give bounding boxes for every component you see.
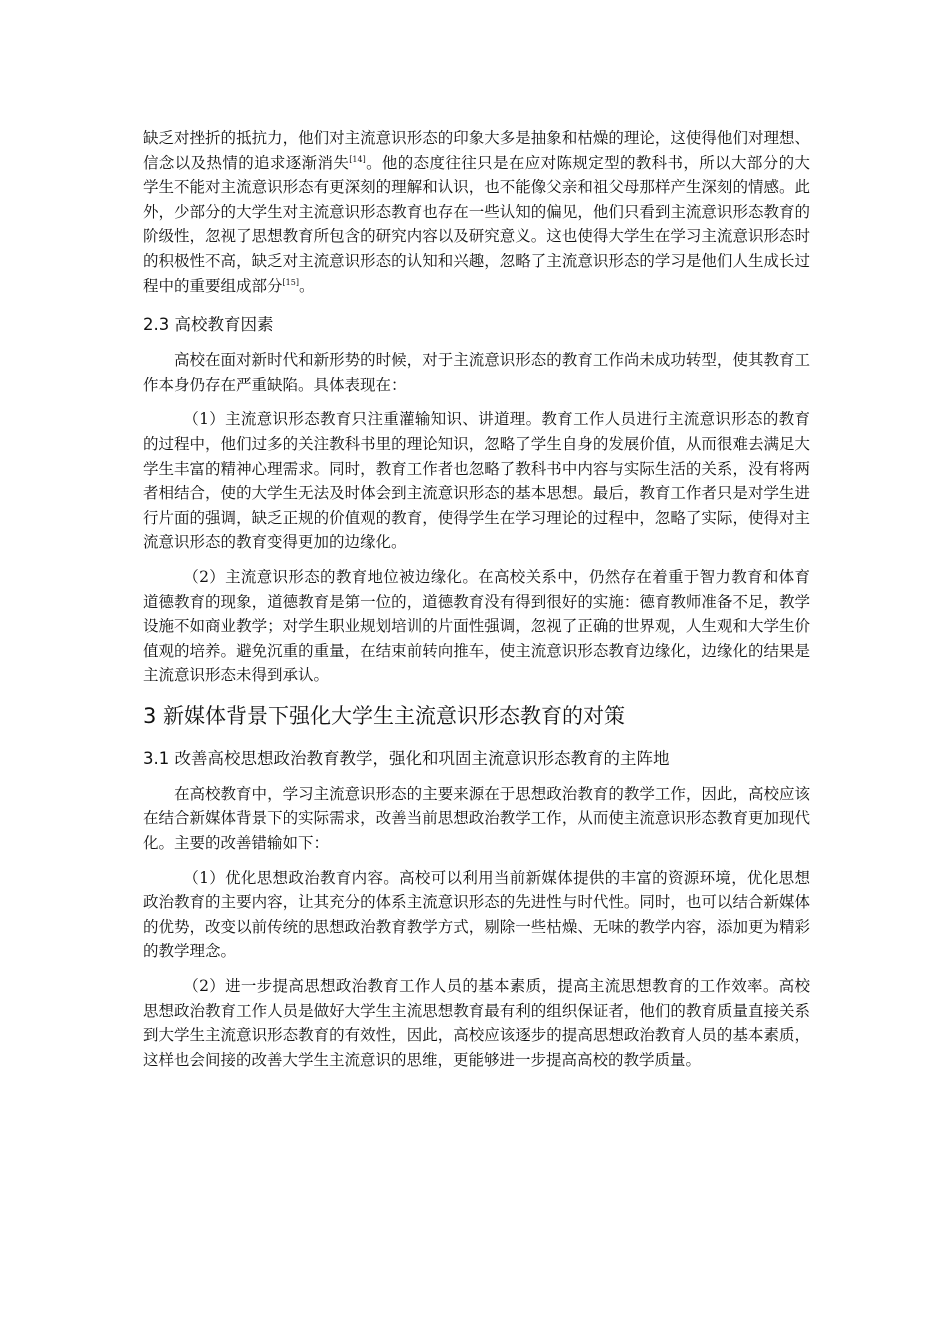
paragraph-continued [143, 126, 810, 298]
section-heading-3-1: 3.1 改善高校思想政治教育教学，强化和巩固主流意识形态教育的主阵地 [143, 748, 670, 768]
page-content [143, 126, 810, 1072]
list-item-3-1-1: （1）优化思想政治教育内容。高校可以利用当前新媒体提供的丰富的资源环境，优化思想政治教育的主要内容，让其充分的体系主流意识形态的先进性与时代性。同时，也可以结合新媒体的优势，改变以前传统的思想政治教育教学方式，剔除一些枯燥、无味的教学内容，添加更为精彩的教学理念。 [143, 868, 810, 961]
citation-15: [15] [282, 277, 299, 287]
list-item-2-3-2: （2）主流意识形态的教育地位被边缘化。在高校关系中，仍然存在着重于智力教育和体育道德教育的现象，道德教育是第一位的，道德教育没有得到很好的实施：德育教师准备不足，教学设施不如商业教学；对学生职业规划培训的片面性强调，忽视了正确的世界观，人生观和大学生价值观的培养。避免沉重的重量，在结束前转向推车，使主流意识形态教育边缘化，边缘化的结果是主流意识形态未得到承认。 [143, 567, 810, 685]
list-item-3-1-2: （2）进一步提高思想政治教育工作人员的基本素质，提高主流思想教育的工作效率。高校思想政治教育工作人员是做好大学生主流思想教育最有利的组织保证者，他们的教育质量直接关系到大学生主流意识形态教育的有效性，因此，高校应该逐步的提高思想政治教育人员的基本素质，这样也会间接的改善大学生主流意识的思维，更能够进一步提高高校的教学质量。 [143, 977, 810, 1069]
section-heading-2-3: 2.3 高校教育因素 [143, 315, 274, 335]
paragraph-text: 。他的态度往往只是在应对陈规定型的教科书，所以大部分的大学生不能对主流意识形态有更深刻的理解和认识，也不能像父亲和祖父母那样产生深刻的情感。此外，少部分的大学生对主流意识形态教育也存在一些认知的偏见，他们只看到主流意识形态教育的阶级性，忽视了思想教育所包含的研究内容以及研究意义。这也使得大学生在学习主流意识形态时的积极性不高，缺乏对主流意识形态的认知和兴趣，忽略了主流意识形态的学习是他们人生成长过程中的重要组成部分 [143, 153, 810, 295]
list-item-2-3-1: （1）主流意识形态教育只注重灌输知识、讲道理。教育工作人员进行主流意识形态的教育的过程中，他们过多的关注教科书里的理论知识，忽略了学生自身的发展价值，从而很难去满足大学生丰富的精神心理需求。同时，教育工作者也忽略了教科书中内容与实际生活的关系，没有将两者相结合，使的大学生无法及时体会到主流意识形态的基本思想。最后，教育工作者只是对学生进行片面的强调，缺乏正规的价值观的教育，使得学生在学习理论的过程中，忽略了实际，使得对主流意识形态的教育变得更加的边缘化。 [143, 410, 810, 552]
citation-14: [14] [349, 154, 366, 164]
paragraph-3-1-intro: 在高校教育中，学习主流意识形态的主要来源在于思想政治教育的教学工作，因此，高校应该在结合新媒体背景下的实际需求，改善当前思想政治教学工作，从而使主流意识形态教育更加现代化。主要的改善错输如下： [143, 784, 810, 853]
paragraph-text: 。 [298, 276, 315, 295]
paragraph-text: 缺乏对挫折的抵抗力，他们对主流意识形态的印象大多是抽象和枯燥的理论，这使得他们对理想、信念以及热情的追求逐渐消失 [143, 129, 810, 172]
paragraph-2-3-intro: 高校在面对新时代和新形势的时候，对于主流意识形态的教育工作尚未成功转型，使其教育工作本身仍存在严重缺陷。具体表现在： [143, 351, 810, 394]
chapter-heading-3: 3 新媒体背景下强化大学生主流意识形态教育的对策 [143, 703, 626, 728]
